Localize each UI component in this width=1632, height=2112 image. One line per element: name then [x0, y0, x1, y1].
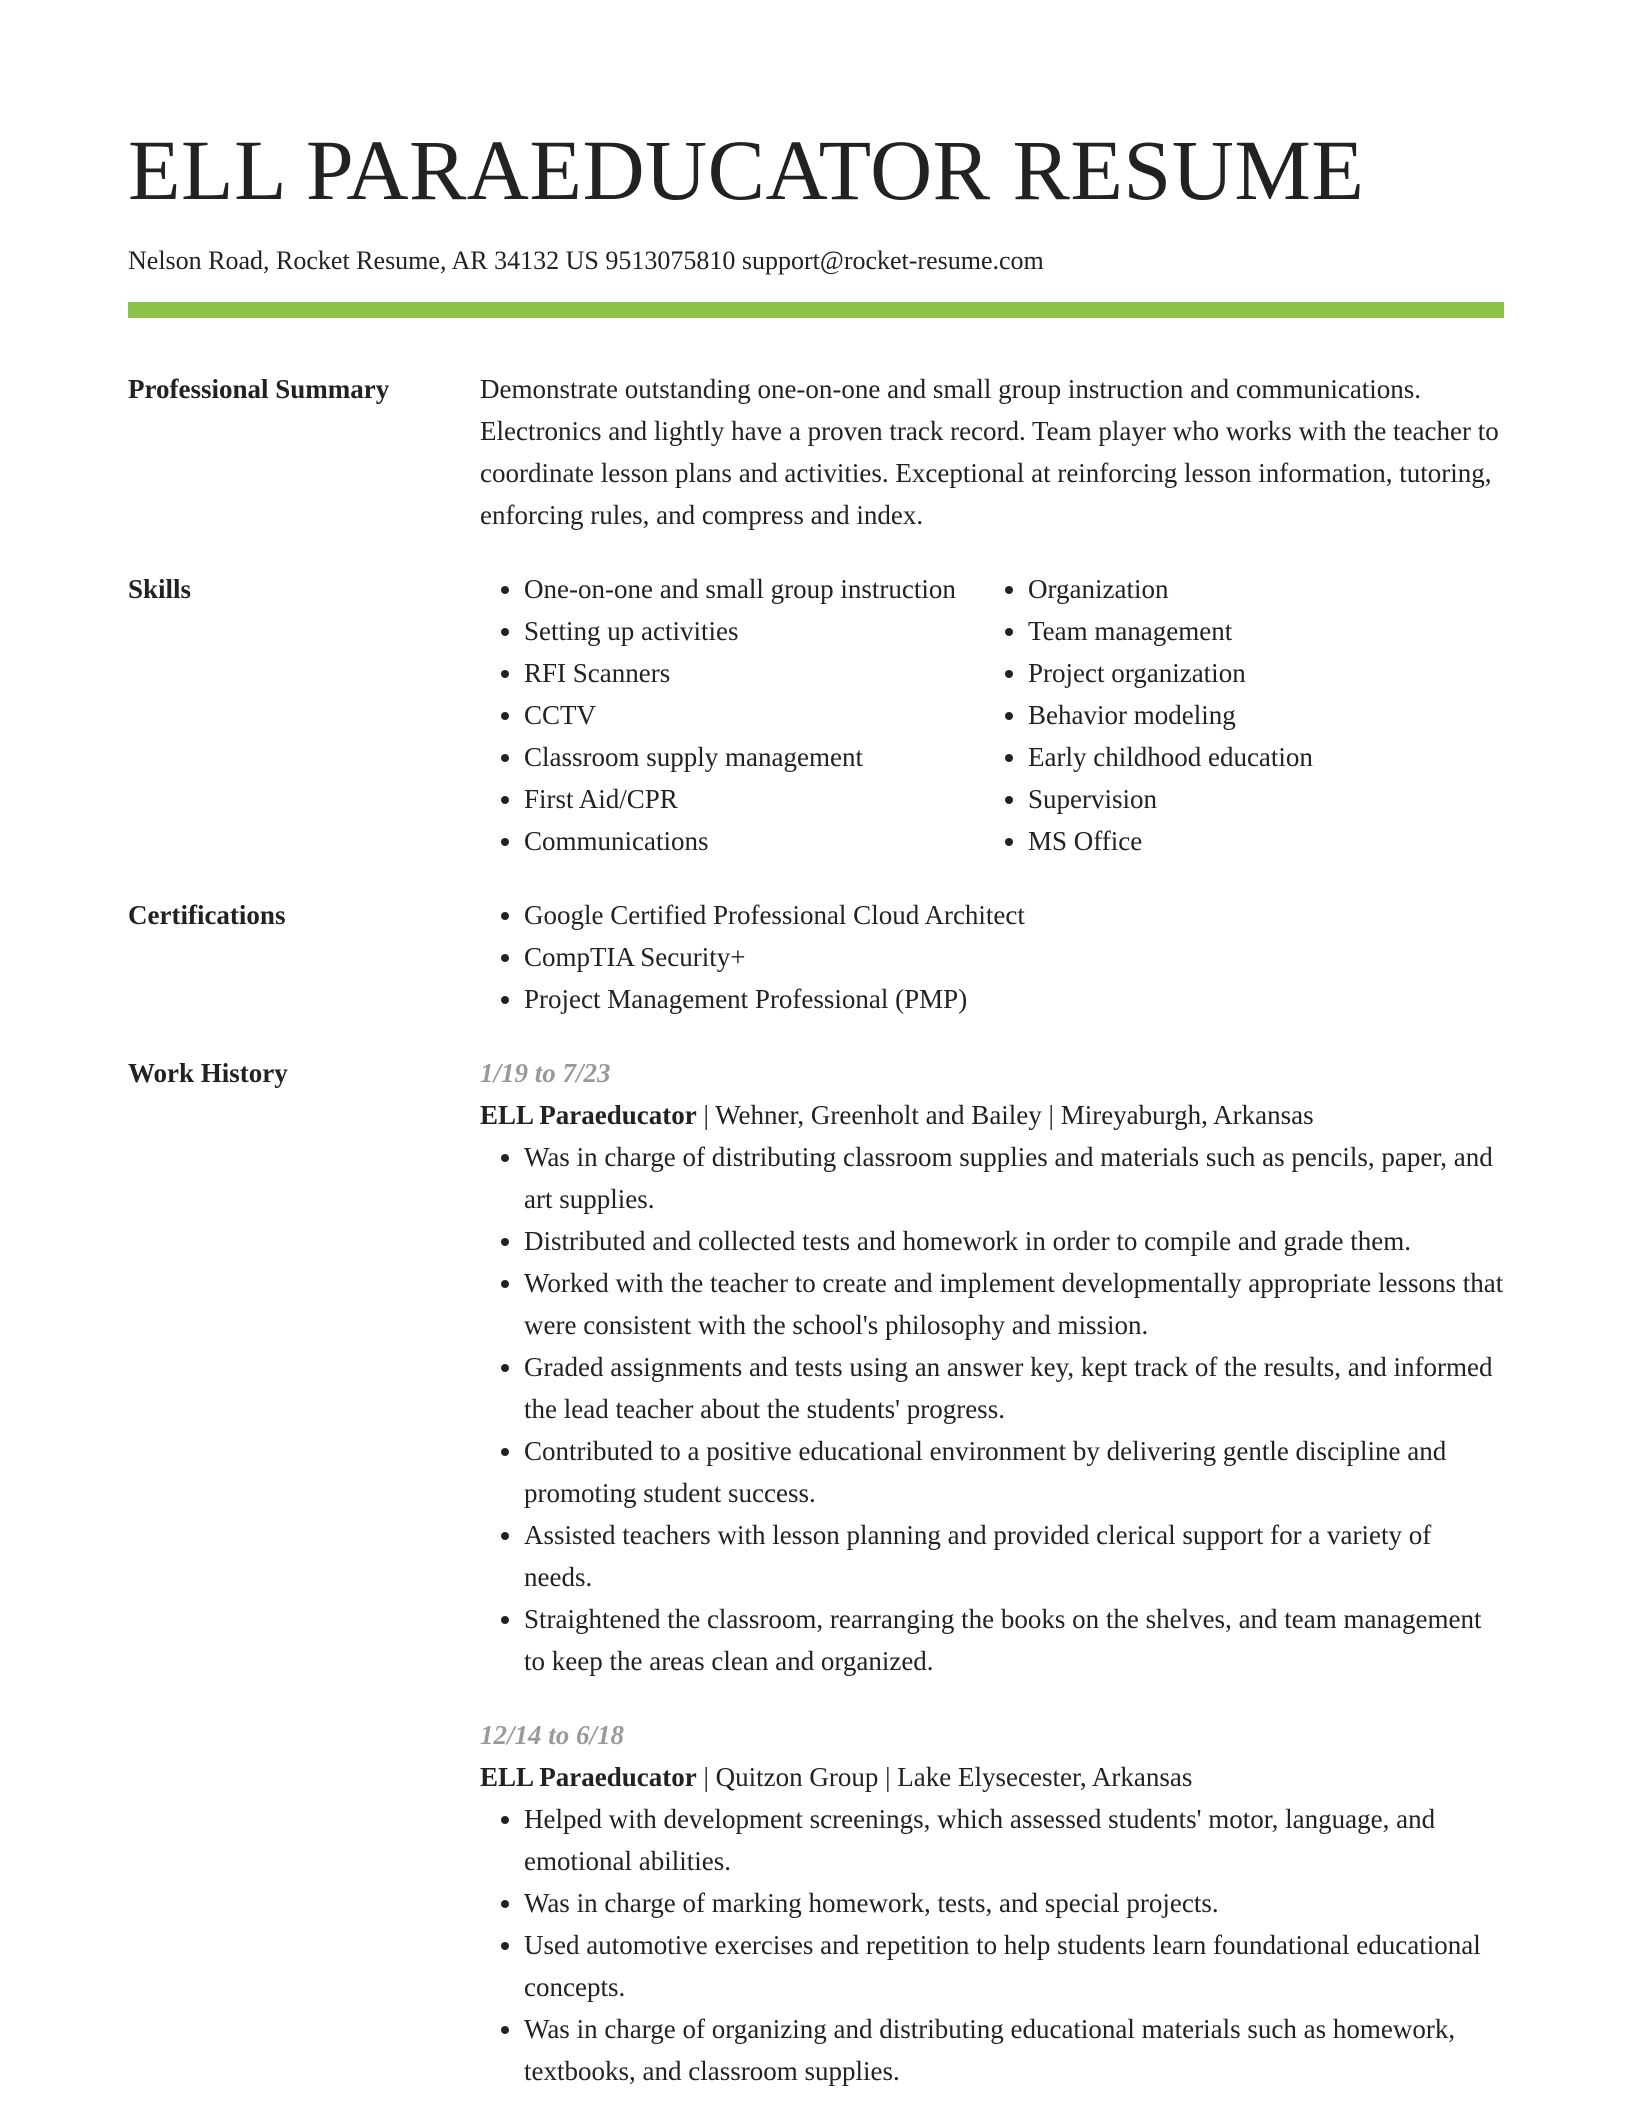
job-duty: • Worked with the teacher to create and implement developmentally appropriate lessons that were consistent with the school's philosophy and mission.: [524, 1262, 1504, 1346]
job-duty: • Was in charge of distributing classroom supplies and materials such as pencils, paper, and art supplies.: [524, 1136, 1504, 1220]
certifications-heading: Certifications: [128, 900, 286, 930]
job-title: ELL Paraeducator: [480, 1762, 697, 1792]
summary-text: Demonstrate outstanding one-on-one and small group instruction and communications. Electronics and lightly have a proven track record. Team player who works with the teacher to coordinate lesson plans and activities. Exceptional at reinforcing lesson information, tutoring, enforcing rules, and compress and index.: [480, 374, 1499, 530]
skill-item: • CCTV: [524, 694, 984, 736]
job-heading: [480, 1094, 1504, 1136]
job-duty: • Assisted teachers with lesson planning and provided clerical support for a variety of needs.: [524, 1514, 1504, 1598]
skill-item: • Organization: [1028, 568, 1313, 610]
skills-heading: Skills: [128, 574, 192, 604]
page-title: ELL PARAEDUCATOR RESUME: [128, 122, 1365, 218]
job-duty: • Was in charge of organizing and distributing educational materials such as homework, textbooks, and classroom supplies.: [524, 2008, 1504, 2092]
job-duties-list: [480, 1798, 1504, 2092]
skill-item: • RFI Scanners: [524, 652, 984, 694]
skill-item: • Communications: [524, 820, 984, 862]
job-dates: 12/14 to 6/18: [480, 1720, 625, 1750]
skill-item: • Behavior modeling: [1028, 694, 1313, 736]
skill-item: • Setting up activities: [524, 610, 984, 652]
skills-section: [128, 568, 1504, 862]
job-entry: [480, 1714, 1504, 2092]
job-duty: • Distributed and collected tests and homework in order to compile and grade them.: [524, 1220, 1504, 1262]
work-history-heading: Work History: [128, 1058, 288, 1088]
skill-item: • Project organization: [1028, 652, 1313, 694]
skills-columns: [480, 568, 1504, 862]
certification-item: • Project Management Professional (PMP): [524, 978, 1504, 1020]
certifications-body: [480, 894, 1504, 1020]
job-dates: 1/19 to 7/23: [480, 1058, 611, 1088]
job-entry: [480, 1052, 1504, 1682]
job-duties-list: [480, 1136, 1504, 1682]
summary-heading: Professional Summary: [128, 374, 390, 404]
header-divider: [128, 302, 1504, 318]
job-employer-location: | Wehner, Greenholt and Bailey | Mireyaburgh, Arkansas: [696, 1100, 1314, 1130]
job-duty: • Helped with development screenings, which assessed students' motor, language, and emotional abilities.: [524, 1798, 1504, 1882]
certification-item: • Google Certified Professional Cloud Architect: [524, 894, 1504, 936]
skills-column-2: [984, 568, 1313, 862]
skill-item: • MS Office: [1028, 820, 1313, 862]
job-heading: [480, 1756, 1504, 1798]
skill-item: • Classroom supply management: [524, 736, 984, 778]
job-title: ELL Paraeducator: [480, 1100, 697, 1130]
job-duty: • Contributed to a positive educational environment by delivering gentle discipline and promoting student success.: [524, 1430, 1504, 1514]
skill-item: • Supervision: [1028, 778, 1313, 820]
job-duty: • Used automotive exercises and repetition to help students learn foundational educational concepts.: [524, 1924, 1504, 2008]
contact-line: Nelson Road, Rocket Resume, AR 34132 US 9513075810 support@rocket-resume.com: [128, 246, 1044, 275]
job-duty: • Straightened the classroom, rearranging the books on the shelves, and team management to keep the areas clean and organized.: [524, 1598, 1504, 1682]
work-history-body: [480, 1052, 1504, 2092]
skills-column-1: [480, 568, 984, 862]
job-duty: • Graded assignments and tests using an answer key, kept track of the results, and informed the lead teacher about the students' progress.: [524, 1346, 1504, 1430]
certifications-list: [480, 894, 1504, 1020]
summary-section: [128, 368, 1504, 536]
skill-item: • First Aid/CPR: [524, 778, 984, 820]
skill-item: • One-on-one and small group instruction: [524, 568, 984, 610]
work-history-section: [128, 1052, 1504, 2092]
job-duty: • Was in charge of marking homework, tests, and special projects.: [524, 1882, 1504, 1924]
certification-item: • CompTIA Security+: [524, 936, 1504, 978]
skill-item: • Early childhood education: [1028, 736, 1313, 778]
skill-item: • Team management: [1028, 610, 1313, 652]
certifications-section: [128, 894, 1504, 1020]
job-employer-location: | Quitzon Group | Lake Elysecester, Arkansas: [696, 1762, 1193, 1792]
